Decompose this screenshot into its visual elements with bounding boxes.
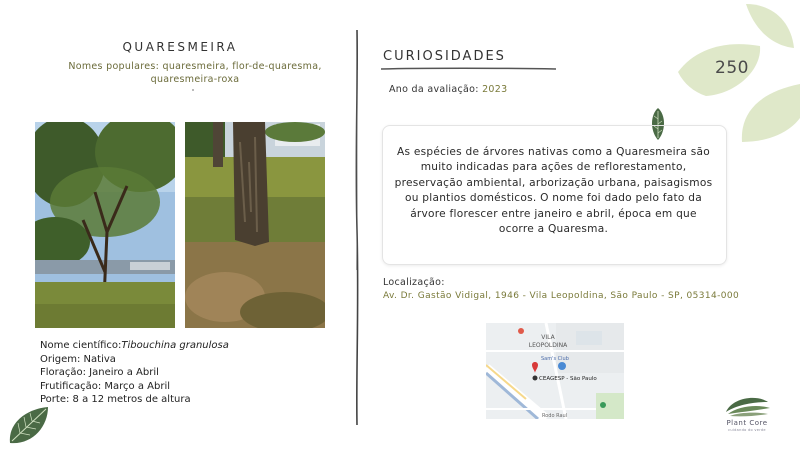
- map-district-line2: LEOPOLDINA: [528, 342, 568, 349]
- fact-size: Porte: 8 a 12 metros de altura: [40, 394, 191, 405]
- curiosity-text: As espécies de árvores nativas como a Quaresmeira são muito indicadas para ações de reflorestamento, preservação ambiental, arborização urbana, paisagismos ou plantios domésticos. O nome foi dado pelo fato da árvore florescer entre janeiro e abril, época em que ocorre a Quaresma.: [394, 146, 713, 236]
- plant-title: QUARESMEIRA: [122, 40, 238, 54]
- brush-divider: [352, 30, 362, 425]
- map-road-label: Rodo Raul: [542, 413, 568, 419]
- map-poi-ceagesp: CEAGESP - São Paulo: [539, 376, 597, 382]
- tree-photo-canopy: [35, 122, 175, 328]
- year-value: 2023: [482, 84, 508, 95]
- fact-flowering: Floração: Janeiro a Abril: [40, 367, 159, 378]
- location-pin-icon: [558, 362, 566, 370]
- popular-names-value: quaresmeira, flor-de-quaresma, quaresmeira-roxa: [150, 61, 322, 85]
- location-map[interactable]: [486, 323, 624, 419]
- evaluation-year: [389, 84, 507, 95]
- plant-facts: [40, 339, 229, 407]
- brand-tagline: cuidando do verde: [728, 428, 766, 432]
- leaf-shape: [746, 4, 794, 48]
- fact-scientific-name: [40, 339, 229, 353]
- separator-dot: [192, 89, 194, 91]
- leaf-icon-bottom-left: [6, 405, 50, 447]
- location-address: Av. Dr. Gastão Vidigal, 1946 - Vila Leopoldina, São Paulo - SP, 05314-000: [383, 291, 740, 301]
- leaf-shape: [742, 84, 800, 142]
- fact-scientific-label: Nome científico:: [40, 340, 122, 351]
- map-district-line1: VILA: [541, 334, 555, 341]
- popular-names: [50, 61, 340, 86]
- tree-photo-trunk: [185, 122, 325, 328]
- fact-origin: Origem: Nativa: [40, 353, 116, 365]
- restaurant-pin-icon: [518, 328, 524, 334]
- location-label: Localização:: [383, 277, 445, 288]
- fact-scientific-value: Tibouchina granulosa: [121, 340, 229, 351]
- evaluation-number-badge: 250: [715, 58, 749, 78]
- curiosities-title: CURIOSIDADES: [383, 49, 506, 64]
- map-poi-sams: Sam's Club: [541, 356, 569, 362]
- brand-name: Plant Core: [726, 419, 768, 427]
- popular-names-label: Nomes populares:: [68, 61, 160, 72]
- fact-fruiting: Frutificação: Março a Abril: [40, 380, 170, 392]
- title-underline: [381, 66, 556, 72]
- year-label: Ano da avaliação:: [389, 84, 479, 95]
